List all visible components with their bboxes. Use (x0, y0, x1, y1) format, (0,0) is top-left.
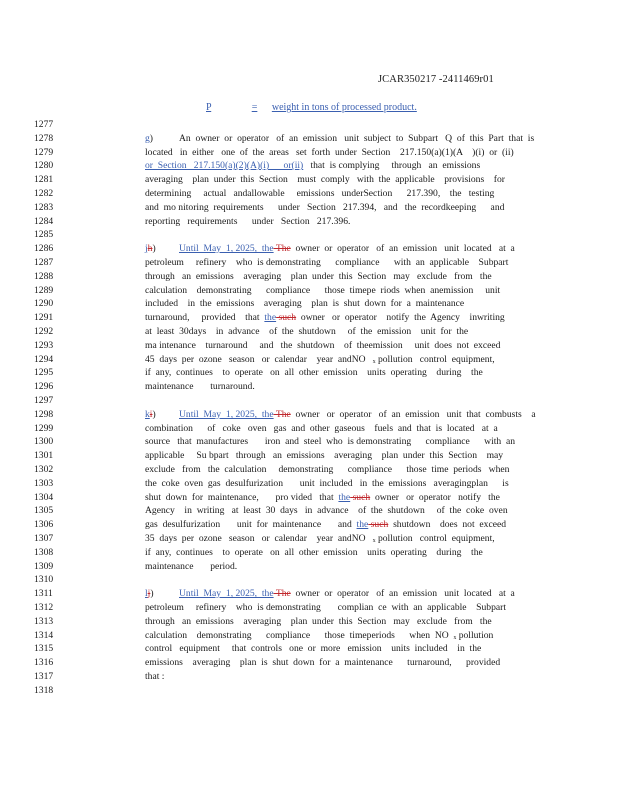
document-line (145, 311, 505, 324)
document-line (145, 477, 509, 490)
inserted-text: the (338, 492, 351, 503)
line-number: 1297 (34, 395, 54, 406)
line-text: emissions averaging plan is shut down for a maintenance turnaround, provided (145, 657, 501, 668)
line-text: maintenance turnaround. (145, 381, 255, 392)
inserted-letter: j (145, 243, 148, 254)
document-line (145, 256, 508, 269)
line-text: owner or operator of an emission unit located at a (290, 588, 515, 599)
line-number: 1294 (34, 354, 54, 365)
line-number: 1303 (34, 478, 54, 489)
deleted-letter: h (147, 243, 153, 254)
document-line (145, 615, 492, 628)
line-number: 1299 (34, 423, 54, 434)
line-text: 45 days per ozone season or calendar year andNO ₓ pollution control equipment, (145, 354, 495, 365)
inserted-text: Until May 1, 2025, the (179, 409, 274, 420)
line-number: 1306 (34, 519, 54, 530)
line-text: reporting requirements under Section 217.396. (145, 216, 351, 227)
line-number: 1307 (34, 533, 54, 544)
line-number: 1278 (34, 133, 54, 144)
document-line (145, 215, 350, 228)
inserted-letter: l (145, 588, 148, 599)
line-text: averaging plan under this Section must comply with the applicable provisions for (145, 174, 505, 185)
line-number: 1288 (34, 271, 54, 282)
line-number: 1292 (34, 326, 54, 337)
line-number: 1281 (34, 174, 54, 185)
line-number: 1313 (34, 616, 54, 627)
line-number: 1314 (34, 630, 54, 641)
deleted-letter: i (149, 409, 153, 420)
line-text: ma intenance turnaround and the shutdown of theemission unit does not exceed (145, 340, 501, 351)
line-number: 1291 (34, 312, 54, 323)
line-number: 1315 (34, 643, 54, 654)
inserted-text: Until May 1, 2025, the (179, 588, 274, 599)
deleted-text: such (368, 519, 389, 530)
subsection-label (145, 242, 179, 255)
deleted-letter: j (147, 588, 151, 599)
deleted-text: The (273, 588, 291, 599)
document-line (145, 146, 514, 159)
document-line (145, 132, 534, 145)
document-line (145, 587, 515, 600)
document-line (145, 297, 464, 310)
document-line (145, 353, 495, 366)
line-number: 1277 (34, 119, 54, 130)
subsection-label (145, 132, 179, 145)
document-line (145, 546, 483, 559)
label-paren: ) (152, 243, 156, 254)
line-number: 1296 (34, 381, 54, 392)
label-paren: ) (150, 588, 154, 599)
document-line (145, 491, 500, 504)
line-number: 1298 (34, 409, 54, 420)
line-number: 1318 (34, 685, 54, 696)
document-line (145, 518, 506, 531)
line-text: included in the emissions averaging plan is shut down for a maintenance (145, 298, 465, 309)
inserted-text: or Section 217.150(a)(2)(A)(i) or(ii) (145, 160, 304, 171)
line-text: Agency in writing at least 30 days in advance of the shutdown of the coke oven (145, 505, 508, 516)
inserted-text: the (356, 519, 369, 530)
line-text: control equipment that controls one or more emission units included in the (145, 643, 482, 654)
line-number: 1310 (34, 574, 54, 585)
document-line (145, 532, 495, 545)
inserted-text: the (264, 312, 277, 323)
line-text: through an emissions averaging plan under this Section may exclude from the (145, 616, 492, 627)
line-text: that : (145, 671, 165, 682)
line-text: located in either one of the areas set forth under Section 217.150(a)(1)(A )(i) or (ii) (145, 147, 514, 158)
label-paren: ) (152, 409, 156, 420)
line-text: An owner or operator of an emission unit subject to Subpart Q of this Part that is (179, 133, 535, 144)
document-line (145, 339, 500, 352)
document-line (145, 380, 255, 393)
line-number: 1290 (34, 298, 54, 309)
line-text: owner or operator notify the (370, 492, 500, 503)
line-number: 1302 (34, 464, 54, 475)
line-number: 1285 (34, 229, 54, 240)
inserted-letter: g (145, 133, 150, 144)
inserted-text: Until May 1, 2025, the (179, 243, 274, 254)
line-text: calculation demonstrating compliance those timepe riods when anemission unit (145, 285, 501, 296)
document-line (145, 463, 509, 476)
line-number: 1308 (34, 547, 54, 558)
line-text: combination of coke oven gas and other gaseous fuels and that is located at a (145, 423, 498, 434)
document-line (145, 159, 480, 172)
line-text: petroleum refinery who is demonstrating complian ce with an applicable Subpart (145, 602, 507, 613)
line-text: applicable Su bpart through an emissions averaging plan under this Section may (145, 450, 504, 461)
line-number: 1286 (34, 243, 54, 254)
line-number: 1295 (34, 367, 54, 378)
line-number: 1279 (34, 147, 54, 158)
line-text: at least 30days in advance of the shutdown of the emission unit for the (145, 326, 469, 337)
deleted-text: The (273, 409, 291, 420)
document-line (145, 449, 503, 462)
line-text: turnaround, provided that (145, 312, 265, 323)
formula-equals: = (251, 102, 258, 113)
document-line (145, 173, 505, 186)
line-text: the coke oven gas desulfurization unit included in the emissions averagingplan is (145, 478, 509, 489)
document-line (145, 435, 515, 448)
line-text: 35 days per ozone season or calendar year andNO ₓ pollution control equipment, (145, 533, 495, 544)
line-text: maintenance period. (145, 561, 238, 572)
line-text: shut down for maintenance, pro vided that (145, 492, 339, 503)
formula-line (206, 102, 417, 113)
formula-definition: weight in tons of processed product. (271, 102, 417, 113)
line-number: 1301 (34, 450, 54, 461)
inserted-letter: k (145, 409, 150, 420)
label-paren: ) (149, 133, 153, 144)
line-number: 1304 (34, 492, 54, 503)
subsection-label (145, 408, 179, 421)
line-number: 1311 (34, 588, 53, 599)
document-line (145, 656, 500, 669)
document-line (145, 408, 536, 421)
line-number: 1284 (34, 216, 54, 227)
document-line (145, 504, 508, 517)
line-number: 1287 (34, 257, 54, 268)
document-line (145, 560, 237, 573)
document-line (145, 601, 506, 614)
line-text: exclude from the calculation demonstrating compliance those time periods when (145, 464, 510, 475)
document-line (145, 201, 504, 214)
formula-variable: P (206, 102, 212, 113)
line-number: 1289 (34, 285, 54, 296)
line-number: 1305 (34, 505, 54, 516)
line-text: gas desulfurization unit for maintenance and (145, 519, 357, 530)
document-line (145, 270, 492, 283)
line-text: owner or operator of an emission unit located at a (290, 243, 515, 254)
deleted-text: such (276, 312, 297, 323)
document-line (145, 629, 493, 642)
deleted-text: such (350, 492, 371, 503)
document-line (145, 422, 498, 435)
line-text: that is complying through an emissions (303, 160, 481, 171)
line-number: 1283 (34, 202, 54, 213)
document-id-header: JCAR350217 -2411469r01 (378, 74, 494, 85)
line-number: 1280 (34, 160, 54, 171)
document-line (145, 187, 494, 200)
line-text: calculation demonstrating compliance those timeperiods when NO ₓ pollution (145, 630, 494, 641)
line-text: determining actual andallowable emissions underSection 217.390, the testing (145, 188, 495, 199)
line-number: 1309 (34, 561, 54, 572)
line-text: and mo nitoring requirements under Section 217.394, and the recordkeeping and (145, 202, 505, 213)
line-text: source that manufactures iron and steel who is demonstrating compliance with an (145, 436, 516, 447)
line-text: owner or operator of an emission unit that combusts a (290, 409, 536, 420)
document-line (145, 366, 483, 379)
line-text: through an emissions averaging plan under this Section may exclude from the (145, 271, 492, 282)
deleted-text: The (273, 243, 291, 254)
subsection-label (145, 587, 179, 600)
line-text: shutdown does not exceed (388, 519, 507, 530)
line-number: 1282 (34, 188, 54, 199)
line-text: owner or operator notify the Agency inwriting (296, 312, 505, 323)
line-text: petroleum refinery who is demonstrating compliance with an applicable Subpart (145, 257, 509, 268)
line-number: 1317 (34, 671, 54, 682)
document-line (145, 325, 468, 338)
document-line (145, 284, 500, 297)
line-text: if any, continues to operate on all other emission units operating during the (145, 547, 483, 558)
line-number: 1312 (34, 602, 54, 613)
document-line (145, 242, 515, 255)
document-line (145, 670, 164, 683)
line-number: 1316 (34, 657, 54, 668)
line-text: if any, continues to operate on all other emission units operating during the (145, 367, 483, 378)
document-line (145, 642, 481, 655)
line-number: 1293 (34, 340, 54, 351)
line-number: 1300 (34, 436, 54, 447)
